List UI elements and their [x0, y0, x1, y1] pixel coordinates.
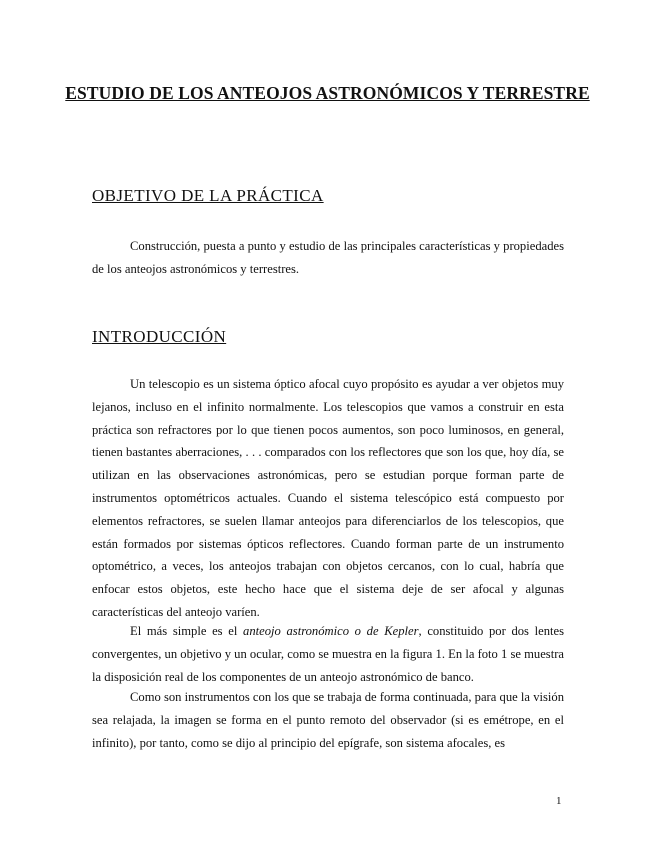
section-heading-objetivo: OBJETIVO DE LA PRÁCTICA: [92, 186, 324, 205]
page-number: 1: [556, 795, 562, 807]
intro-paragraph-1: Un telescopio es un sistema óptico afocal cuyo propósito es ayudar a ver objetos muy lejanos, incluso en el infinito normalmente. Los telescopios que vamos a construir en esta práctica son refractores por lo que tienen pocos aumentos, son poco luminosos, en general, tienen bastantes aberraciones, . . . comparados con los reflectores que son los que, hoy día, se utilizan en las observaciones astronómicas, pero se estudian porque forman parte de instrumentos optométricos actuales. Cuando el sistema telescópico está compuesto por elementos refractores, se suelen llamar anteojos para diferenciarlos de los telescopios, que están formados por sistemas ópticos reflectores. Cuando forman parte de un instrumento optométrico, a veces, los anteojos trabajan con objetos cercanos, con lo cual, habría que enfocar estos objetos, este hecho hace que el sistema deje de ser afocal y algunas características del anteojo varíen.: [92, 377, 564, 619]
intro-paragraph-2: [92, 620, 564, 688]
document-title: ESTUDIO DE LOS ANTEOJOS ASTRONÓMICOS Y TERRESTRE: [65, 83, 590, 103]
objetivo-paragraph: Construcción, puesta a punto y estudio de las principales características y propiedades de los anteojos astronómicos y terrestres.: [92, 239, 564, 276]
kepler-telescope-term: anteojo astronómico o de Kepler: [243, 624, 419, 638]
intro-paragraph-3: Como son instrumentos con los que se trabaja de forma continuada, para que la visión sea relajada, la imagen se forma en el punto remoto del observador (si es emétrope, en el infinito), por tanto, como se dijo al principio del epígrafe, son sistema afocales, es: [92, 690, 564, 750]
intro-paragraph-2-lead: El más simple es el: [130, 624, 244, 638]
section-heading-introduccion: INTRODUCCIÓN: [92, 327, 227, 346]
intro-paragraph-2-rest: , constituido por dos lentes convergentes, un objetivo y un ocular, como se muestra en la figura 1. En la foto 1 se muestra la disposición real de los componentes de un anteojo astronómico de banco.: [92, 624, 564, 684]
